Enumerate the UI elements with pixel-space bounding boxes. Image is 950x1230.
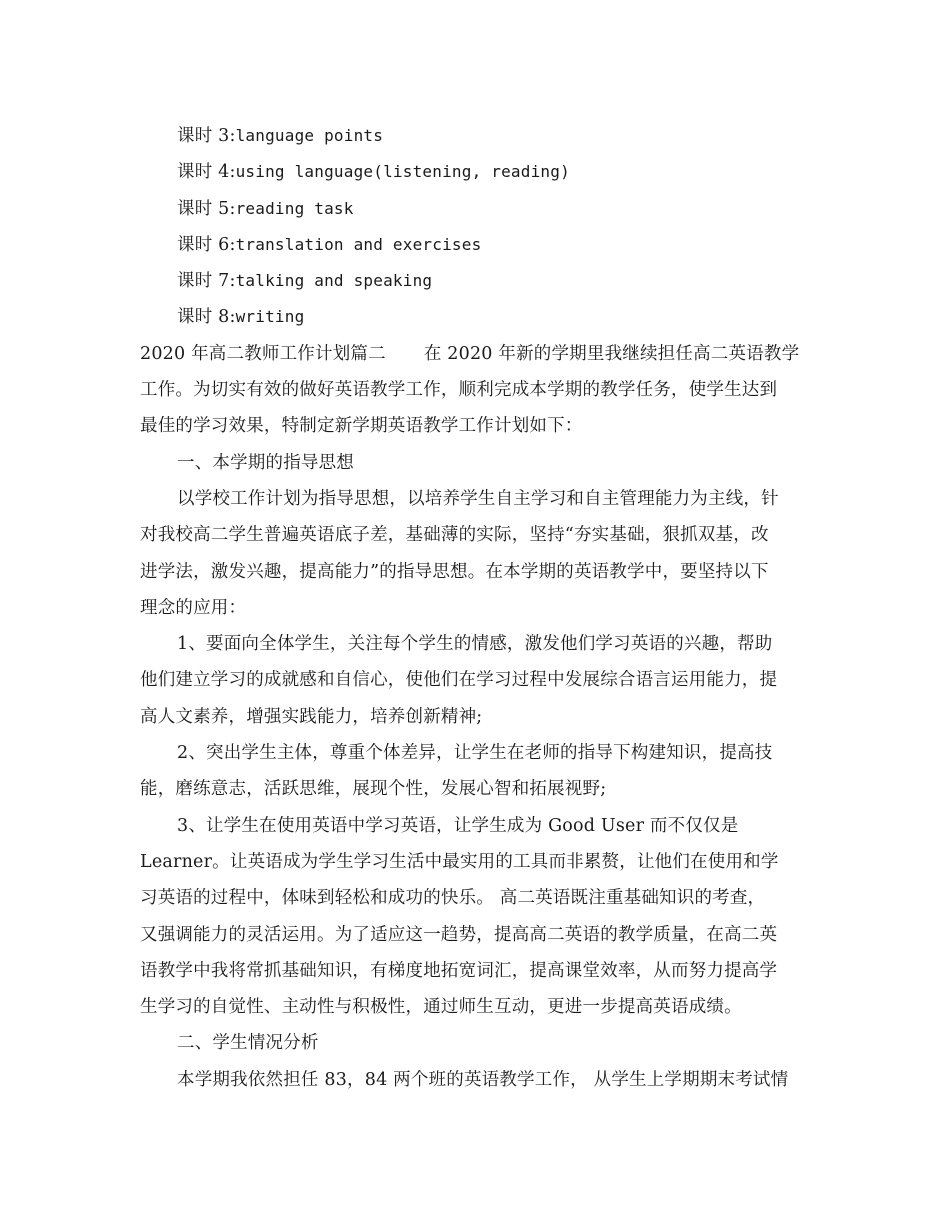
lesson-prefix: 课时 3:: [177, 126, 236, 146]
lesson-text: translation and exercises: [235, 234, 482, 254]
lesson-line: [140, 227, 812, 263]
list-item-2: 2、突出学生主体，尊重个体差异，让学生在老师的指导下构建知识，提高技: [177, 743, 773, 764]
heading-student-analysis: 二、学生情况分析: [177, 1033, 319, 1054]
paragraph-line: 语教学中我将常抓基础知识，有梯度地拓宽词汇，提高课堂效率，从而努力提高学: [140, 960, 778, 981]
list-item-3: 3、让学生在使用英语中学习英语，让学生成为 Good User 而不仅仅是: [177, 815, 739, 836]
paragraph-line: 最佳的学习效果，特制定新学期英语教学工作计划如下：: [140, 416, 583, 437]
paragraph-line: 以学校工作计划为指导思想，以培养学生自主学习和自主管理能力为主线，针: [177, 488, 779, 509]
lesson-line: [140, 154, 812, 190]
heading-guiding-idea: 一、本学期的指导思想: [177, 452, 354, 473]
document-body: [140, 118, 812, 1098]
lesson-text: using language(listening, reading): [235, 162, 570, 182]
lesson-prefix: 课时 7:: [177, 271, 236, 292]
paragraph-line: Learner。让英语成为学生学习生活中最实用的工具而非累赘，让他们在使用和学: [140, 851, 779, 872]
lesson-line: [140, 191, 812, 227]
paragraph-line: 理念的应用：: [140, 597, 247, 618]
lesson-prefix: 课时 4:: [177, 162, 236, 183]
paragraph-text: 在 2020 年新的学期里我继续担任高二英语教学: [423, 343, 800, 364]
section-title-line: [140, 336, 812, 372]
paragraph-line: 进学法，激发兴趣，提高能力”的指导思想。在本学期的英语教学中，要坚持以下: [140, 561, 769, 582]
paragraph-line: 本学期我依然担任 83，84 两个班的英语教学工作， 从学生上学期期末考试情: [177, 1069, 789, 1090]
lesson-prefix: 课时 8:: [177, 307, 236, 328]
lesson-text: talking and speaking: [235, 271, 433, 291]
list-item-1: 1、要面向全体学生，关注每个学生的情感，激发他们学习英语的兴趣，帮助: [177, 634, 773, 655]
section-title: 2020 年高二教师工作计划篇二: [140, 343, 386, 364]
paragraph-line: 能，磨练意志，活跃思维，展现个性，发展心智和拓展视野;: [140, 779, 607, 800]
paragraph-line: 又强调能力的灵活运用。为了适应这一趋势，提高高二英语的教学质量，在高二英: [140, 924, 778, 945]
paragraph-line: 生学习的自觉性、主动性与积极性，通过师生互动，更进一步提高英语成绩。: [140, 997, 742, 1018]
lesson-text: reading task: [235, 198, 354, 218]
lesson-line: [140, 299, 812, 335]
paragraph-line: 习英语的过程中，体味到轻松和成功的快乐。 高二英语既注重基础知识的考查，: [140, 888, 766, 909]
lesson-text: language points: [235, 126, 384, 145]
paragraph-line: 工作。为切实有效的做好英语教学工作，顺利完成本学期的教学任务，使学生达到: [140, 380, 778, 401]
lesson-prefix: 课时 6:: [177, 234, 236, 255]
lesson-line: [140, 118, 812, 154]
lesson-line: [140, 263, 812, 299]
paragraph-line: 他们建立学习的成就感和自信心，使他们在学习过程中发展综合语言运用能力，提: [140, 670, 778, 691]
paragraph-line: 高人文素养，增强实践能力，培养创新精神;: [140, 706, 483, 727]
paragraph-line: 对我校高二学生普遍英语底子差，基础薄的实际，坚持“夯实基础，狠抓双基，改: [140, 525, 769, 546]
lesson-text: writing: [235, 307, 305, 327]
lesson-prefix: 课时 5:: [177, 198, 236, 219]
